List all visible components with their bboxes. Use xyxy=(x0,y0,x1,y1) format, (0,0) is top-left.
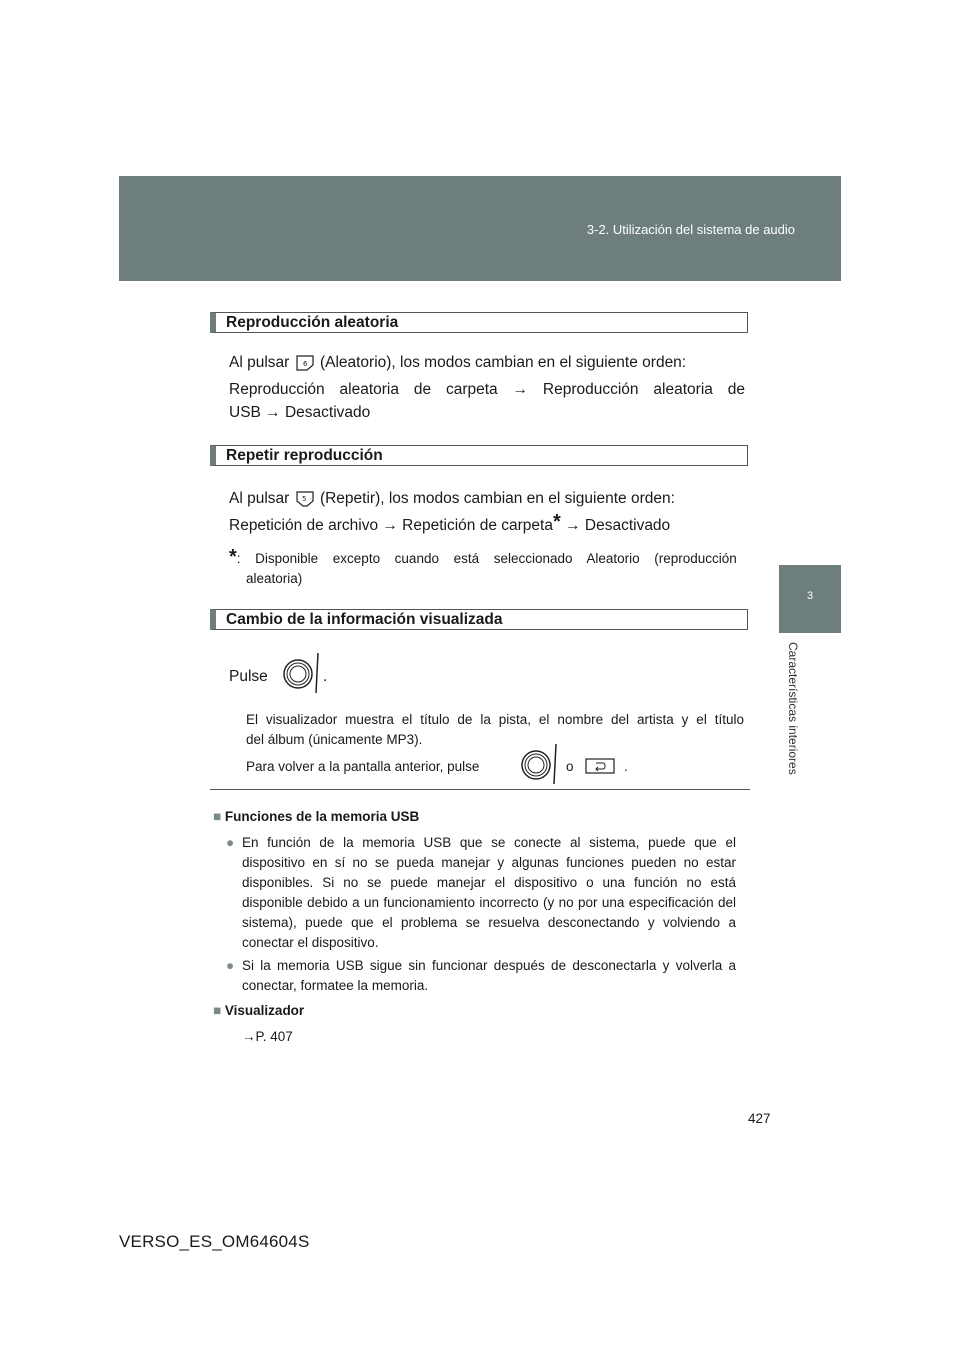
list-item xyxy=(226,833,736,953)
svg-text:6: 6 xyxy=(302,359,308,368)
section-title: Reproducción aleatoria xyxy=(226,314,399,331)
page-number: 427 xyxy=(748,1111,771,1126)
chapter-label: Características interiores xyxy=(786,642,800,775)
divider xyxy=(210,789,750,790)
text-fragment: Pulse xyxy=(229,668,268,685)
section-title: Cambio de la información visualizada xyxy=(226,611,503,628)
chapter-label-wrap xyxy=(786,642,804,812)
text-fragment: Repetición de archivo → Repetición de carpeta xyxy=(229,517,553,534)
repeat-footnote-line2: aleatoria) xyxy=(246,571,303,586)
display-info-line1: El visualizador muestra el título de la pista, el nombre del artista y el título xyxy=(246,712,744,727)
random-button-icon xyxy=(294,354,316,372)
pulse-end: . xyxy=(323,668,328,685)
back-button-icon xyxy=(585,758,615,774)
page-reference-link[interactable]: →P. 407 xyxy=(242,1029,293,1044)
repeat-line2 xyxy=(229,511,745,537)
note-heading-display: ■ Visualizador xyxy=(213,1003,304,1018)
repeat-line1 xyxy=(229,488,745,510)
section-title: Repetir reproducción xyxy=(226,447,383,464)
text-fragment: → Desactivado xyxy=(560,517,671,534)
text-fragment: Al pulsar xyxy=(229,490,290,507)
note-heading-usb: ■ Funciones de la memoria USB xyxy=(213,809,419,824)
random-line2: Reproducción aleatoria de carpeta → Reproducción aleatoria de xyxy=(229,381,745,398)
display-back-or: o xyxy=(566,759,574,774)
header-band xyxy=(119,176,841,281)
knob-icon-back xyxy=(519,742,561,786)
repeat-footnote xyxy=(229,546,745,569)
section-heading-display xyxy=(210,609,748,630)
text-fragment: (Aleatorio), los modos cambian en el siguiente orden: xyxy=(319,354,687,371)
display-back-end: . xyxy=(624,759,628,774)
repeat-button-icon xyxy=(294,490,316,508)
svg-text:5: 5 xyxy=(301,494,307,503)
display-info-line2: del álbum (únicamente MP3). xyxy=(246,732,423,747)
display-back-text: Para volver a la pantalla anterior, pulse xyxy=(246,759,480,774)
list-item-text: En función de la memoria USB que se conecte al sistema, puede que el dispositivo en sí no se pueda manejar y algunas funciones pueden no estar disponibles. Si no se puede manejar el dispositivo o una función no está disponible debido a un funcionamiento incorrecto (y no por una especificación del sistema), puede que el problema se resuelva desconectando y volviendo a conectar el dispositivo. xyxy=(242,835,736,950)
text-fragment: Al pulsar xyxy=(229,354,290,371)
footnote-text: : Disponible excepto cuando está seleccionado Aleatorio (reproducción xyxy=(236,551,737,566)
knob-icon xyxy=(281,651,323,695)
document-code: VERSO_ES_OM64604S xyxy=(119,1232,310,1251)
random-line1 xyxy=(229,352,745,374)
section-heading-repeat xyxy=(210,445,748,466)
random-line3: USB → Desactivado xyxy=(229,404,371,421)
chapter-number: 3 xyxy=(806,590,814,602)
footnote-marker: * xyxy=(229,546,237,568)
section-heading-random xyxy=(210,312,748,333)
bullet-dot-icon: ● xyxy=(226,958,235,973)
section-header: 3-2. Utilización del sistema de audio xyxy=(586,222,795,237)
bullet-dot-icon: ● xyxy=(226,835,235,850)
text-fragment: (Repetir), los modos cambian en el siguiente orden: xyxy=(319,490,675,507)
list-item-text: Si la memoria USB sigue sin funcionar después de desconectarla y volverla a conectar, formatee la memoria. xyxy=(242,958,736,993)
chapter-tab xyxy=(779,565,841,633)
list-item xyxy=(226,956,736,996)
footnote-marker: * xyxy=(552,511,561,533)
